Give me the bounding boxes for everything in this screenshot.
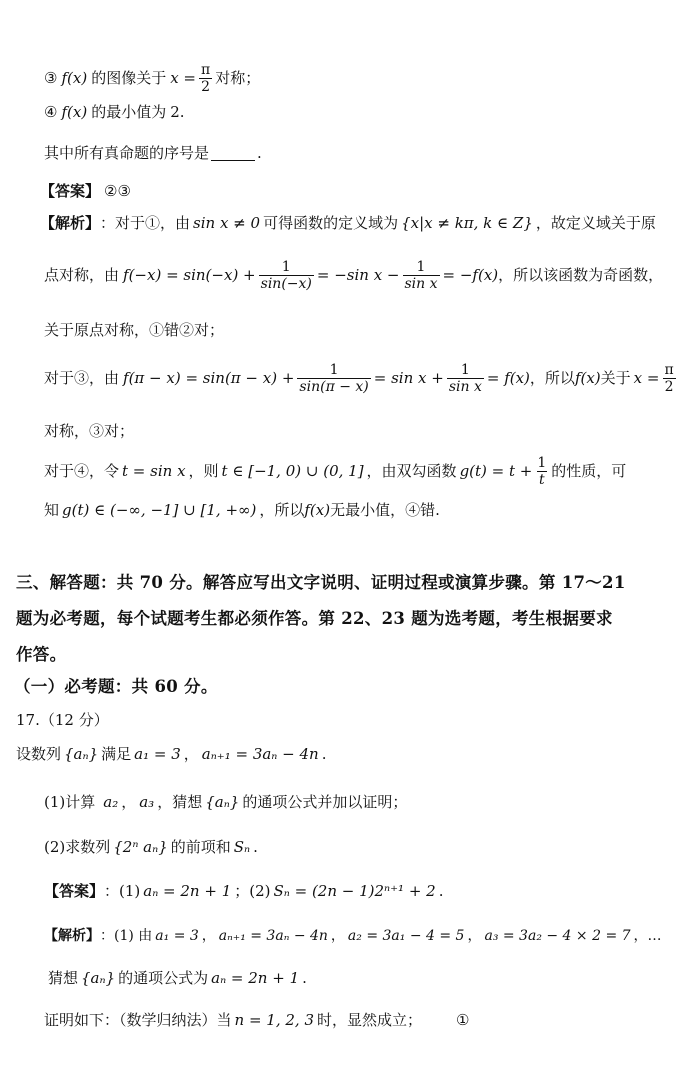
math: Sₙ = (2n − 1)2ⁿ⁺¹ + 2 [273,882,436,900]
fraction-numerator: 1 [416,258,426,275]
punct: . [321,745,327,763]
statement-number: ④ [44,103,58,121]
text: (2)求数列 [44,838,111,856]
section-heading-text: 题为必考题，每个试题考生都必须作答。第 22、23 题为选考题，考生根据要求 [16,609,613,628]
fraction-numerator: 1 [537,454,547,471]
math: = −sin x − [316,266,400,284]
math-arg: (x) [67,69,88,87]
math: t = sin x [122,462,186,480]
statement-3 [44,60,260,96]
math: f(x) [574,369,601,387]
text: ，猜想 [157,793,203,811]
fraction [662,362,675,395]
question-17-part-1 [44,792,407,812]
text: ，故定义域关于原 [535,214,656,232]
text: ：(1) 由 [100,928,153,944]
analysis-label: 【解析】 [44,928,100,944]
math: {aₙ} [81,969,116,987]
math: g(t) = t + [459,462,533,480]
question-17-proof [44,1010,469,1030]
math: a₁ = 3 [155,928,199,944]
statement-text: 的图像关于 [91,69,167,87]
question-17-guess [48,968,307,988]
question-17-answer [44,881,444,901]
question-17-part-2 [44,837,258,857]
math-value: 2 [170,103,180,121]
text: 的前项和 [170,838,231,856]
math: x = [633,369,660,387]
punct: . [257,144,262,162]
section-heading-line-2 [16,609,613,629]
text: 关于原点对称，①错②对； [44,321,225,339]
math-arg: (x) [67,103,88,121]
analysis-line-7 [44,500,440,520]
fraction [297,362,370,395]
math: a₃ [139,793,155,811]
text: 可得函数的定义域为 [263,214,399,232]
statement-number: ③ [44,69,58,87]
math-eq: x = [170,69,196,87]
fraction [403,259,440,292]
text: ，由双勾函数 [366,462,457,480]
text: ， [467,928,482,944]
math: aₙ = 2n + 1 [143,882,232,900]
equation-marker: ① [456,1011,470,1029]
text: (1)计算 [44,793,96,811]
math: = sin x + [373,369,444,387]
text: 满足 [101,745,132,763]
text: 时，显然成立； [316,1011,422,1029]
punct: . [438,882,444,900]
analysis-line-6 [44,452,626,490]
text: ， [330,928,345,944]
subsection-heading [14,677,218,697]
text: 对于④，令 [44,462,120,480]
section-heading-line-3 [16,645,66,665]
text: ，所以该函数为奇函数， [498,266,664,284]
statement-text: 对称； [215,69,261,87]
fraction-denominator: sin x [404,275,438,292]
answer-blank [211,146,255,161]
math: {aₙ} [205,793,240,811]
text: 无最小值，④错. [330,501,440,519]
analysis-line-2 [44,255,663,295]
math: a₂ [103,793,119,811]
math-f: f [61,69,68,87]
text: 点对称，由 [44,266,120,284]
fraction [535,455,548,488]
text: ：(1) [104,882,141,900]
analysis-label: 【解析】 [40,214,101,232]
math: a₂ = 3a₁ − 4 = 5 [347,928,465,944]
question-text: 其中所有真命题的序号是 [44,144,210,162]
math: sin x ≠ 0 [193,214,261,232]
answer-line [40,181,131,201]
text: 的通项公式为 [118,969,209,987]
text: ， [201,928,216,944]
math: aₙ = 2n + 1 [211,969,300,987]
punct: . [179,103,185,121]
math: Sₙ [233,838,251,856]
answer-value: ②③ [104,182,131,200]
math: {2ⁿ aₙ} [113,838,168,856]
math: aₙ₊₁ = 3aₙ − 4n [218,928,328,944]
fraction [447,362,484,395]
math-f: f [61,103,68,121]
statement-text: 的最小值为 [91,103,167,121]
punct: . [253,838,258,856]
math-set: {x|x ≠ kπ, k ∈ Z} [401,214,533,232]
math: a₃ = 3a₂ − 4 × 2 = 7 [484,928,631,944]
text: 猜想 [48,969,79,987]
fraction-denominator: sin(π − x) [299,378,369,395]
fraction-numerator: π [201,61,211,78]
text: 证明如下：（数学归纳法）当 [44,1011,232,1029]
math: f(−x) = sin(−x) + [123,266,256,284]
text: 设数列 [16,745,62,763]
math: f(π − x) = sin(π − x) + [123,369,295,387]
math: f(x) [304,501,331,519]
math: g(t) ∈ (−∞, −1] ∪ [1, +∞) [62,501,257,519]
math: a₁ = 3 [134,745,181,763]
math: aₙ₊₁ = 3aₙ − 4n [201,745,319,763]
answer-label: 【答案】 [40,182,101,200]
text: ，… [633,928,662,944]
text: 对称，③对； [44,422,135,440]
math: t ∈ [−1, 0) ∪ (0, 1] [221,462,364,480]
fraction-denominator: sin(−x) [260,275,312,292]
fraction-numerator: 1 [460,361,470,378]
analysis-line-4 [44,358,679,398]
question-17-solution-line-1 [44,926,662,946]
subsection-heading-text: （一）必考题：共 60 分。 [14,677,218,696]
text: 的性质，可 [551,462,627,480]
question-tail [44,143,262,163]
analysis-line-5 [44,421,134,441]
text: 的通项公式并加以证明； [242,793,408,811]
fraction-denominator: 2 [664,378,674,395]
question-number: 17.（12 分） [16,711,109,729]
text: ，则 [188,462,219,480]
text: 关于 [600,369,631,387]
text: ，所以 [259,501,305,519]
section-heading-text: 作答。 [16,645,67,664]
math: = −f(x) [442,266,499,284]
fraction-numerator: 1 [281,258,291,275]
fraction-numerator: π [664,361,674,378]
analysis-line-3 [44,320,224,340]
fraction [199,62,212,95]
math: n = 1, 2, 3 [234,1011,314,1029]
question-17-number [16,710,109,730]
text: 知 [44,501,60,519]
text: ；(2) [234,882,271,900]
question-17-stem [16,744,326,764]
text: ， [121,793,137,811]
section-heading-text: 三、解答题：共 70 分。解答应写出文字说明、证明过程或演算步骤。第 17～21 [16,573,626,592]
text: 对于③，由 [44,369,120,387]
fraction-denominator: sin x [448,378,482,395]
text: ， [183,745,199,763]
fraction [259,259,314,292]
answer-label: 【答案】 [44,882,105,900]
text: ：对于①，由 [100,214,191,232]
fraction-denominator: t [539,471,545,488]
math: = f(x) [486,369,530,387]
fraction-numerator: 1 [329,361,339,378]
text: ，所以 [529,369,575,387]
math: {aₙ} [64,745,99,763]
section-heading-line-1 [16,573,626,593]
statement-4 [44,102,185,122]
punct: . [302,969,307,987]
fraction-denominator: 2 [201,78,211,95]
analysis-line-1 [40,213,656,233]
